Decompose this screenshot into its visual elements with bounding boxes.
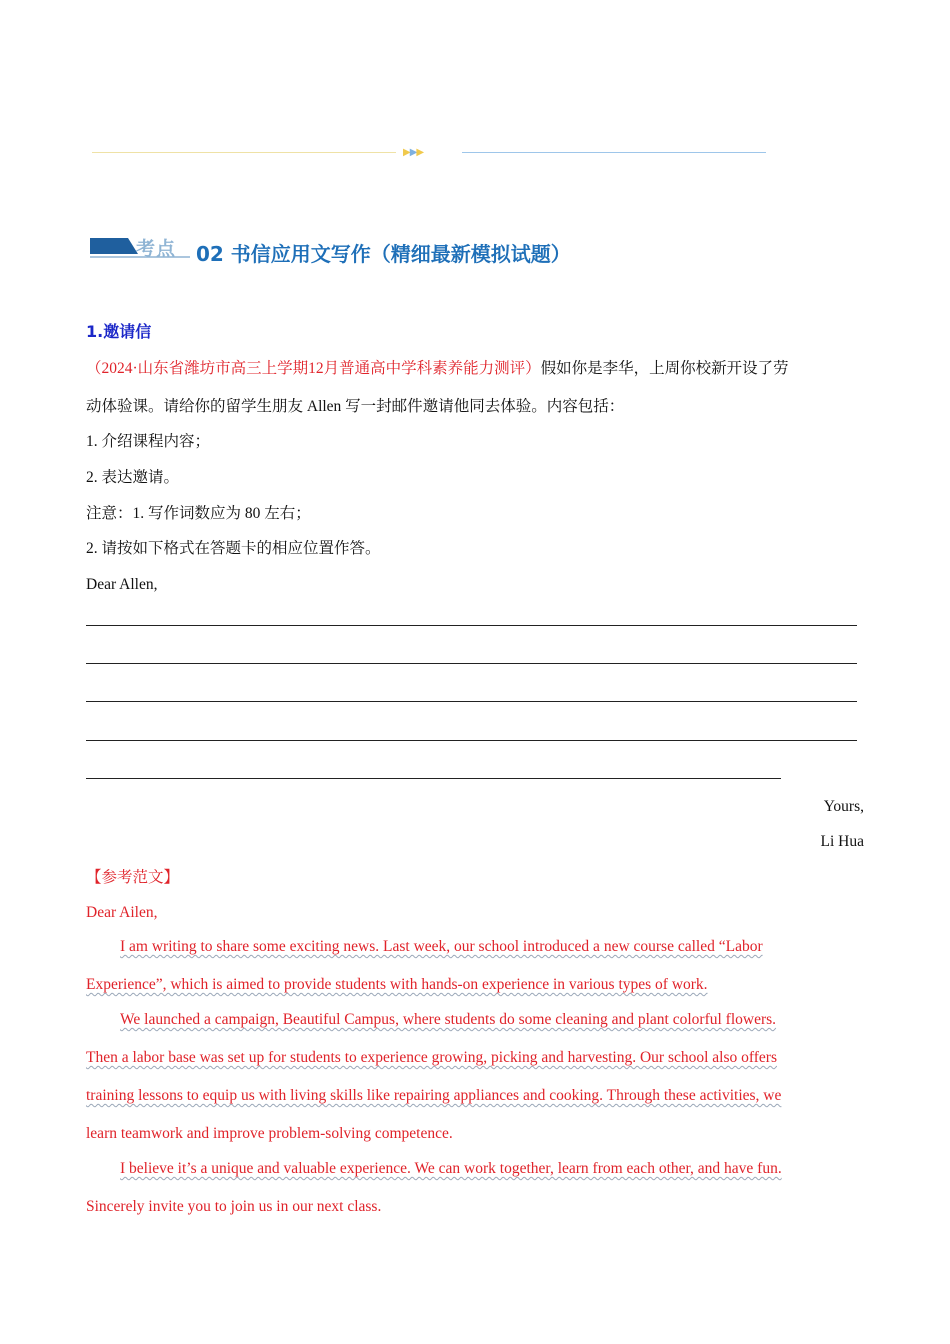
sample-line: Then a labor base was set up for students to experience growing, picking and harvesting. Our school also offers bbox=[86, 1049, 777, 1066]
question-source: （2024·山东省潍坊市高三上学期12月普通高中学科素养能力测评） bbox=[86, 360, 541, 377]
section-title: 02 书信应用文写作（精细最新模拟试题） bbox=[196, 242, 571, 266]
answer-blank-line bbox=[86, 740, 857, 741]
answer-blank-line bbox=[86, 663, 857, 664]
answer-blank-line bbox=[86, 625, 857, 626]
answer-blank-line bbox=[86, 778, 781, 779]
prompt-line-2: 动体验课。请给你的留学生朋友 Allen 写一封邮件邀请他同去体验。内容包括： bbox=[86, 398, 625, 415]
header-line-left bbox=[92, 152, 396, 153]
prompt-line-1 bbox=[86, 359, 789, 379]
prompt-text-1: 假如你是李华，上周你校新开设了劳 bbox=[540, 360, 789, 377]
arrow-icons: ▶▶▶ bbox=[403, 147, 424, 158]
sample-line: training lessons to equip us with living skills like repairing appliances and cooking. Through these activities, we bbox=[86, 1087, 782, 1104]
sample-line: I believe it’s a unique and valuable experience. We can work together, learn from each other, and have fun. bbox=[120, 1160, 782, 1177]
section-badge-label: 考点 bbox=[136, 238, 177, 260]
prompt-note-1: 注意：1. 写作词数应为 80 左右； bbox=[86, 505, 311, 522]
sample-line: I am writing to share some exciting news. Last week, our school introduced a new course called “Labor bbox=[120, 938, 763, 955]
prompt-item-1: 1. 介绍课程内容； bbox=[86, 433, 211, 450]
sample-line: Experience”, which is aimed to provide students with hands-on experience in various types of work. bbox=[86, 976, 708, 993]
section-header bbox=[90, 234, 690, 270]
question-heading: 1.邀请信 bbox=[86, 322, 152, 341]
header-decoration bbox=[92, 146, 766, 160]
letter-closing: Yours, bbox=[823, 798, 864, 815]
sample-label: 【参考范文】 bbox=[86, 869, 180, 886]
letter-signature: Li Hua bbox=[820, 833, 864, 850]
letter-salutation: Dear Allen, bbox=[86, 576, 158, 593]
sample-salutation: Dear Ailen, bbox=[86, 904, 158, 921]
sample-line: Sincerely invite you to join us in our next class. bbox=[86, 1198, 382, 1215]
sample-line: learn teamwork and improve problem-solving competence. bbox=[86, 1125, 453, 1142]
prompt-note-2: 2. 请按如下格式在答题卡的相应位置作答。 bbox=[86, 540, 381, 557]
sample-line: We launched a campaign, Beautiful Campus, where students do some cleaning and plant colorful flowers. bbox=[120, 1011, 777, 1028]
prompt-item-2: 2. 表达邀请。 bbox=[86, 469, 180, 486]
header-line-right bbox=[462, 152, 766, 153]
answer-blank-line bbox=[86, 701, 857, 702]
